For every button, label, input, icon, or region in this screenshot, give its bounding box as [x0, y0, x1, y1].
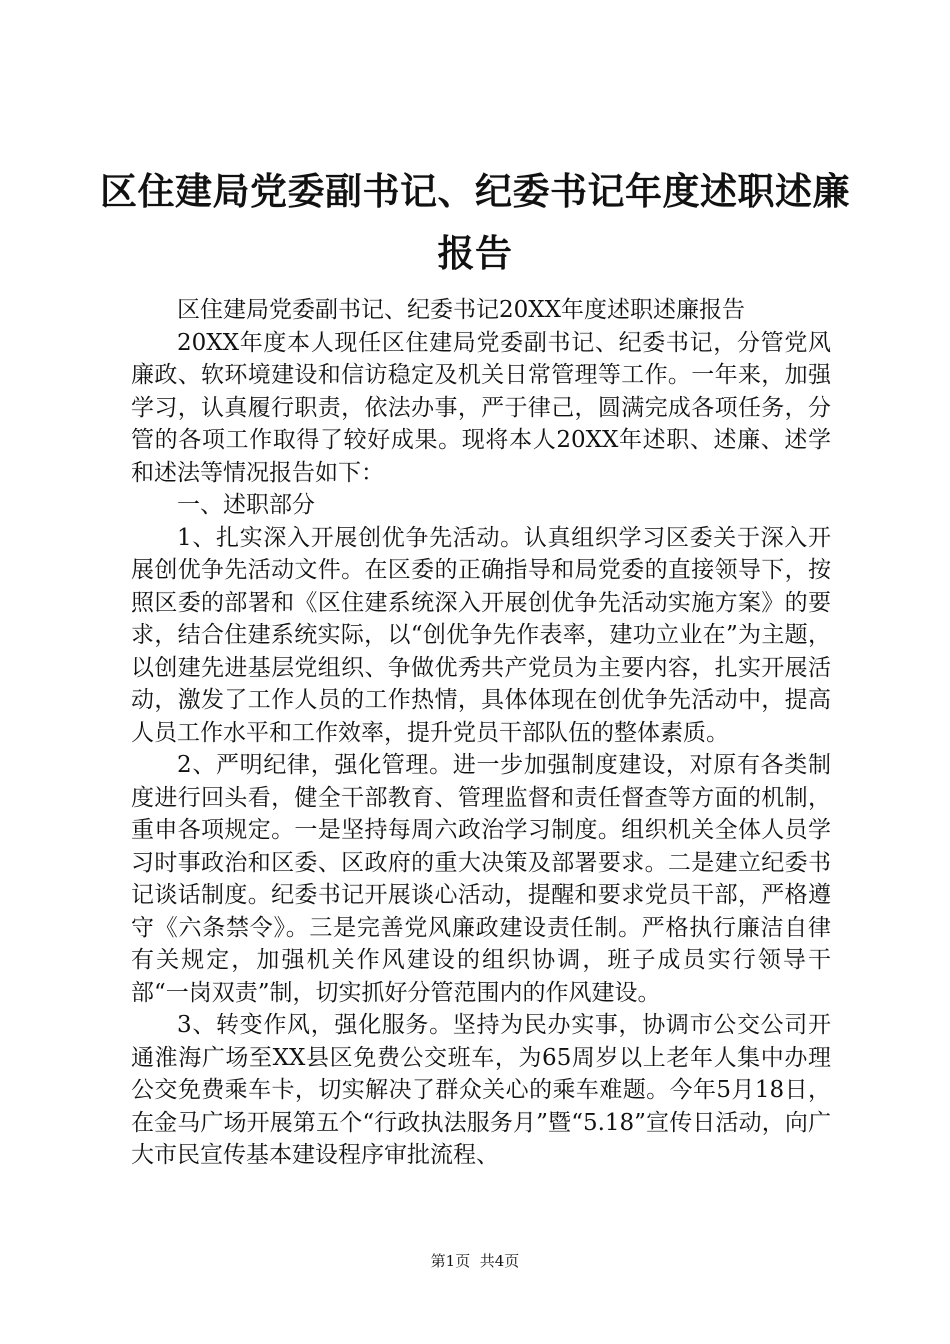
page-number: 第1页 — [430, 1252, 471, 1270]
section-heading: 一、述职部分 — [177, 492, 315, 518]
paragraph-item-2: 2、严明纪律，强化管理。进一步加强制度建设，对原有各类制度进行回头看，健全干部教育、管理监督和责任督查等方面的机制，重申各项规定。一是坚持每周六政治学习制度。组织机关全体人员学习时事政治和区委、区政府的重大决策及部署要求。二是建立纪委书记谈话制度。纪委书记开展谈心活动，提醒和要求党员干部，严格遵守《六条禁令》。三是完善党风廉政建设责任制。严格执行廉洁自律有关规定，加强机关作风建设的组织协调，班子成员实行领导干部“一岗双责”制，切实抓好分管范围内的作风建设。 — [131, 752, 831, 1006]
page-total: 共4页 — [479, 1252, 520, 1270]
paragraph-item-3: 3、转变作风，强化服务。坚持为民办实事，协调市公交公司开通淮海广场至XX县区免费公交班车，为65周岁以上老年人集中办理公交免费乘车卡，切实解决了群众关心的乘车难题。今年5月18日，在金马广场开展第五个“行政执法服务月”暨“5.18”宣传日活动，向广大市民宣传基本建设程序审批流程、 — [131, 1012, 831, 1168]
document-title: 区住建局党委副书记、纪委书记年度述职述廉报告 — [100, 169, 850, 275]
paragraph-item-1: 1、扎实深入开展创优争先活动。认真组织学习区委关于深入开展创优争先活动文件。在区委的正确指导和局党委的直接领导下，按照区委的部署和《区住建系统深入开展创优争先活动实施方案》的要求，结合住建系统实际，以“创优争先作表率，建功立业在”为主题，以创建先进基层党组织、争做优秀共产党员为主要内容，扎实开展活动，激发了工作人员的工作热情，具体体现在创优争先活动中，提高人员工作水平和工作效率，提升党员干部队伍的整体素质。 — [131, 524, 831, 746]
document-body — [131, 294, 831, 1172]
page-footer — [0, 1251, 950, 1271]
paragraph-intro: 20XX年度本人现任区住建局党委副书记、纪委书记，分管党风廉政、软环境建设和信访稳定及机关日常管理等工作。一年来，加强学习，认真履行职责，依法办事，严于律己，圆满完成各项任务，分管的各项工作取得了较好成果。现将本人20XX年述职、述廉、述学和述法等情况报告如下： — [131, 329, 831, 486]
paragraph-heading-line: 区住建局党委副书记、纪委书记20XX年度述职述廉报告 — [177, 297, 746, 323]
